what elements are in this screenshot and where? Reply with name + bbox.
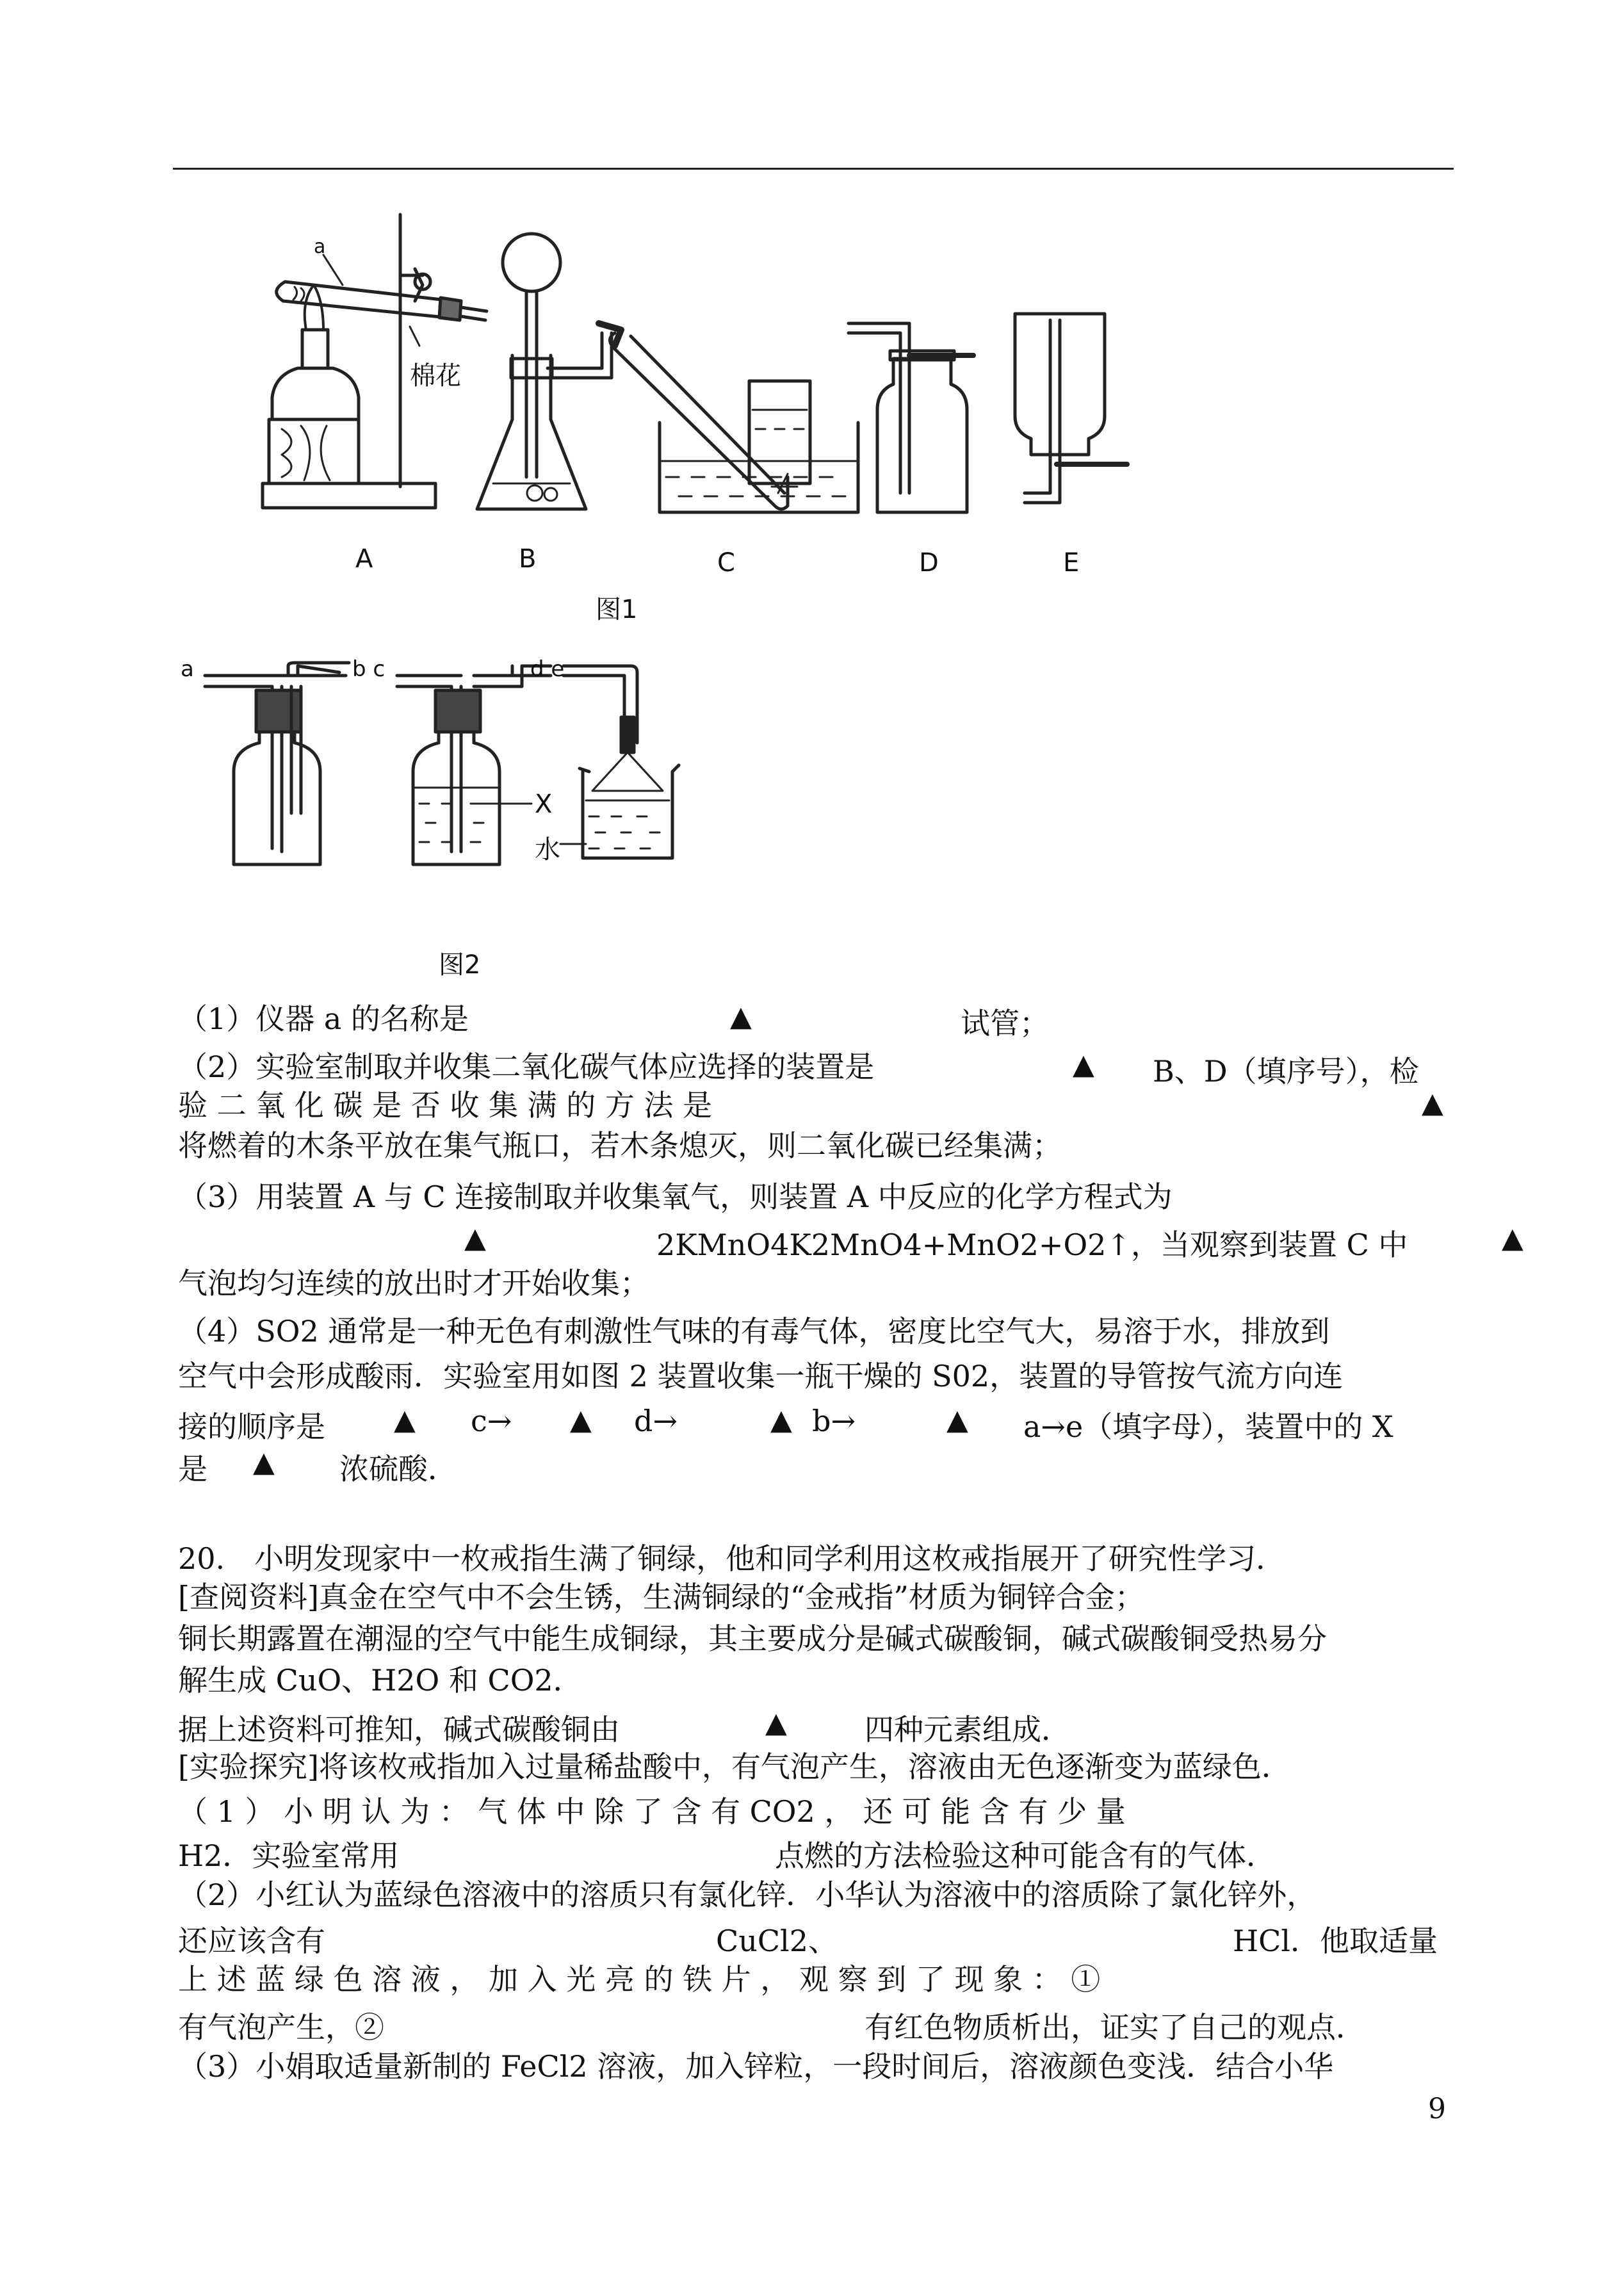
q20-infer-end: 四种元素组成．	[865, 1712, 1071, 1747]
port-label-de: d e	[530, 656, 565, 682]
q20-ref3: 解生成 CuO、H2O 和 CO2．	[178, 1663, 583, 1698]
q20-exp: [实验探究]将该枚戒指加入过量稀盐酸中，有气泡产生，溶液由无色逐渐变为蓝绿色．	[178, 1749, 1291, 1784]
q1-text: （1）仪器 a 的名称是	[178, 1002, 469, 1036]
answer-marker: ▲	[253, 1446, 275, 1479]
q20-p3-line1: （3）小娟取适量新制的 FeCl2 溶液，加入锌粒，一段时间后，溶液颜色变浅．结合小华	[178, 2049, 1334, 2084]
figure-1-caption: 图1	[596, 595, 638, 624]
tube-label-a: a	[314, 236, 326, 258]
bottle1	[234, 733, 320, 864]
cotton-label: 棉花	[410, 361, 461, 391]
page-number: 9	[1428, 2093, 1446, 2125]
q4-line2: 空气中会形成酸雨．实验室用如图 2 装置收集一瓶干燥的 S02，装置的导管按气流方向连	[178, 1359, 1344, 1393]
beaker	[580, 765, 679, 858]
q20-ref1: [查阅资料]真金在空气中不会生锈，生满铜绿的“金戒指”材质为铜锌合金；	[178, 1580, 1144, 1614]
apparatus-label-c: C	[717, 548, 735, 578]
answer-marker: ▲	[946, 1404, 968, 1436]
port-label-bc: b c	[352, 656, 386, 682]
answer-marker: ▲	[730, 1000, 752, 1033]
q20-p1-line1: （ 1 ） 小 明 认 为 ： 气 体 中 除 了 含 有 CO2 ， 还 可 能 含 有 少 量	[178, 1794, 1126, 1829]
q20-ref2: 铜长期露置在潮湿的空气中能生成铜绿，其主要成分是碱式碳酸铜，碱式碳酸铜受热易分	[178, 1621, 1327, 1656]
q2-line2: 验 二 氧 化 碳 是 否 收 集 满 的 方 法 是	[178, 1088, 713, 1123]
answer-marker: ▲	[765, 1707, 787, 1739]
q2-line3: 将燃着的木条平放在集气瓶口，若木条熄灭，则二氧化碳已经集满；	[178, 1128, 1062, 1163]
q4-seq-2: d→	[634, 1404, 678, 1438]
q2-text: （2）实验室制取并收集二氧化碳气体应选择的装置是	[178, 1050, 875, 1084]
answer-marker: ▲	[570, 1404, 592, 1436]
q3-equation: 2KMnO4K2MnO4+MnO2+O2↑，当观察到装置 C 中	[656, 1228, 1408, 1262]
q20-p1-line2-end: 点燃的方法检验这种可能含有的气体．	[775, 1838, 1276, 1873]
q20-p2-line3: 上 述 蓝 绿 色 溶 液 ， 加 入 光 亮 的 铁 片 ， 观 察 到 了 现 象 ： ①	[178, 1962, 1101, 1997]
q20-p2-line4-start: 有气泡产生，②	[178, 2010, 384, 2045]
water-label: 水	[535, 835, 560, 864]
answer-marker: ▲	[464, 1222, 486, 1254]
q20-p2-line1: （2）小红认为蓝绿色溶液中的溶质只有氯化锌．小华认为溶液中的溶质除了氯化锌外，	[178, 1877, 1317, 1912]
q3-text: （3）用装置 A 与 C 连接制取并收集氧气，则装置 A 中反应的化学方程式为	[178, 1180, 1173, 1214]
q4-line4-start: 是	[178, 1452, 207, 1486]
answer-marker: ▲	[1502, 1222, 1523, 1254]
answer-marker: ▲	[394, 1404, 416, 1436]
q4-seq-4: a→e（填字母），装置中的 X	[1023, 1409, 1393, 1444]
q1-line	[178, 1000, 1452, 1037]
answer-marker: ▲	[770, 1404, 792, 1436]
q20-p2-line4-end: 有红色物质析出，证实了自己的观点．	[865, 2010, 1365, 2045]
bottle2-cap	[435, 690, 480, 732]
q20-p2-line2-start: 还应该含有	[178, 1924, 325, 1958]
q2-answer: B、D（填序号），检	[1153, 1054, 1419, 1089]
q3-line3: 气泡均匀连续的放出时才开始收集；	[178, 1266, 649, 1301]
q4-seq-3: b→	[812, 1404, 856, 1438]
q1-answer: 试管；	[961, 1006, 1049, 1041]
apparatus-label-a: A	[355, 544, 373, 574]
q20-infer-start: 据上述资料可推知，碱式碳酸铜由	[178, 1712, 620, 1747]
apparatus-label-e: E	[1063, 548, 1080, 578]
answer-marker: ▲	[1422, 1087, 1443, 1119]
q4-line3-start: 接的顺序是	[178, 1409, 325, 1444]
answer-marker: ▲	[1073, 1048, 1094, 1081]
q20-intro: 20. 小明发现家中一枚戒指生满了铜绿，他和同学利用这枚戒指展开了研究性学习．	[178, 1541, 1286, 1576]
bottle2	[413, 733, 499, 864]
apparatus-label-d: D	[919, 548, 939, 578]
liquid-x-label: X	[535, 790, 553, 819]
q20-p1-line2-start: H2．实验室常用	[178, 1838, 400, 1873]
q20-p2-line2-end: HCl．他取适量	[1233, 1924, 1438, 1958]
q4-line1: （4）SO2 通常是一种无色有刺激性气味的有毒气体，密度比空气大，易溶于水，排放到	[178, 1314, 1330, 1349]
q4-answer: 浓硫酸．	[339, 1452, 457, 1486]
bottle1-cap	[256, 690, 301, 732]
apparatus-label-b: B	[519, 544, 537, 574]
figure-2-caption: 图2	[439, 950, 481, 980]
q4-seq-1: c→	[471, 1404, 512, 1438]
q20-p2-line2-mid: CuCl2、	[716, 1924, 838, 1958]
figure-2-apparatus	[0, 0, 1624, 961]
port-label-a: a	[181, 656, 194, 682]
